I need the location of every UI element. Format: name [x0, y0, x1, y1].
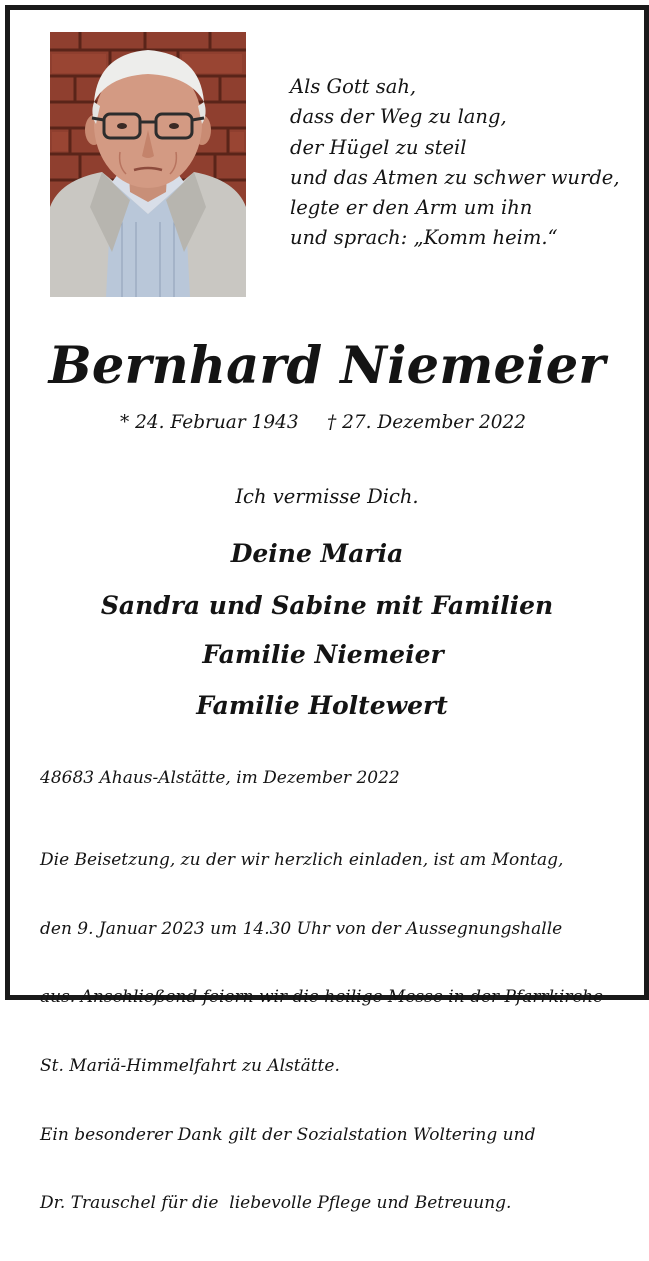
mourner: Familie Holtewert [196, 691, 448, 720]
portrait-photo [50, 32, 246, 297]
funeral-info-line: den 9. Januar 2023 um 14.30 Uhr von der Aussegnungshalle [40, 918, 563, 939]
poem-line: Als Gott sah, [290, 75, 417, 98]
funeral-info-line: aus. Anschließend feiern wir die heilige Messe in der Pfarrkirche [40, 987, 604, 1008]
mourners-list [10, 536, 644, 724]
funeral-info-line: Ein besonderer Dank gilt der Sozialstation Woltering und [40, 1124, 536, 1145]
funeral-info-line: Dr. Trauschel für die liebevolle Pflege und Betreuung. [40, 1193, 512, 1214]
mourner: Sandra und Sabine mit Familien [100, 591, 554, 620]
poem-line: legte er den Arm um ihn [290, 196, 533, 220]
obituary-frame [5, 5, 649, 1214]
funeral-info-line: St. Mariä-Himmelfahrt zu Alstätte. [40, 1055, 340, 1076]
poem [290, 72, 620, 254]
farewell-message: Ich vermisse Dich. [235, 485, 419, 508]
poem-line: der Hügel zu steil [290, 135, 467, 159]
poem-line: und sprach: „Komm heim.“ [290, 226, 558, 250]
poem-line: und das Atmen zu schwer wurde, [290, 165, 620, 189]
funeral-info [40, 803, 603, 1261]
birth-date: * 24. Februar 1943 [120, 412, 299, 433]
poem-line: dass der Weg zu lang, [290, 105, 507, 129]
mourner: Deine Maria [230, 539, 404, 568]
funeral-info-line: Die Beisetzung, zu der wir herzlich einladen, ist am Montag, [40, 849, 564, 870]
place-date: 48683 Ahaus-Alstätte, im Dezember 2022 [40, 768, 400, 788]
death-date: † 27. Dezember 2022 [327, 412, 527, 433]
deceased-name: Bernhard Niemeier [48, 336, 606, 396]
mourner: Familie Niemeier [202, 640, 444, 669]
